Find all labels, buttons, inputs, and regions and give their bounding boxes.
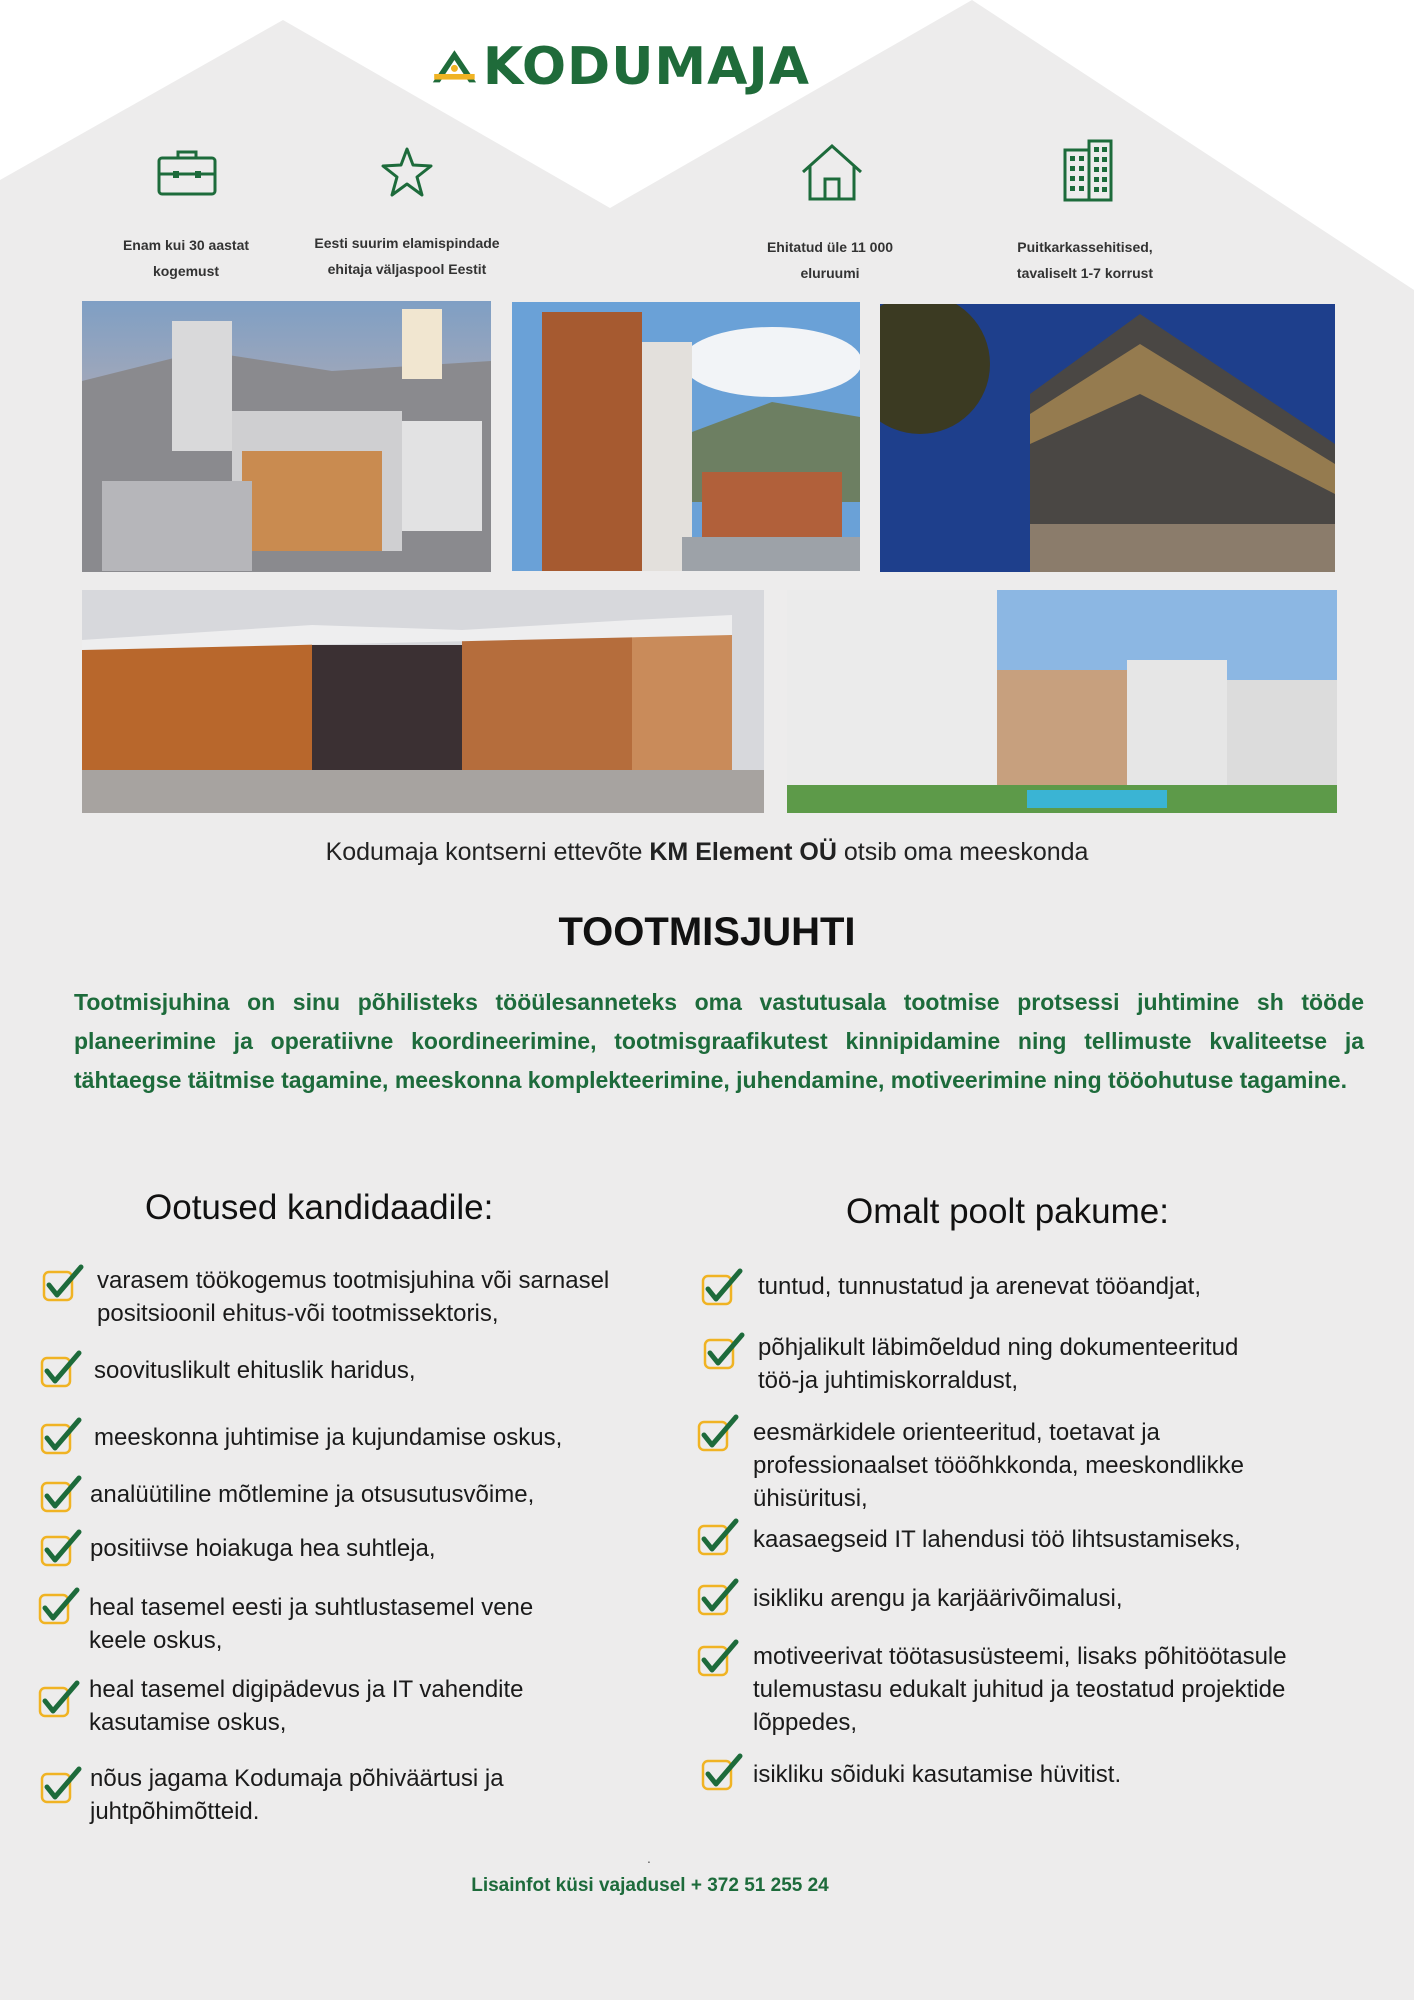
page-title: TOOTMISJUHTI bbox=[558, 910, 856, 954]
job-description: Tootmisjuhina on sinu põhilisteks tööülesanneteks oma vastutusala tootmise protsessi juhtimine sh tööde planeerimine ja operatiivne koordineerimine, tootmisgraafikutest kinnipidamine ning tellimuste kvaliteetse ja tähtaegse täitmise tagamine, meeskonna komplekteerimine, juhendamine, motiveerimine ning tööohutuse tagamine. bbox=[74, 989, 1364, 1093]
list-item-line: isikliku sõiduki kasutamise hüvitist. bbox=[753, 1761, 1122, 1788]
logo-house-icon bbox=[430, 39, 479, 95]
project-photo-4 bbox=[82, 590, 764, 813]
list-item-line: töö-ja juhtimiskorraldust, bbox=[758, 1367, 1019, 1394]
brand-name: KODUMAJA bbox=[482, 37, 810, 97]
list-item bbox=[90, 1478, 534, 1511]
feature-timber-frame bbox=[990, 234, 1180, 286]
company-name: KM Element OÜ bbox=[649, 838, 837, 866]
list-item bbox=[97, 1264, 609, 1330]
list-item-line: tulemustasu edukalt juhitud ja teostatud projektide bbox=[753, 1676, 1286, 1703]
list-item-line: heal tasemel digipädevus ja IT vahendite bbox=[89, 1676, 524, 1703]
list-item bbox=[89, 1591, 533, 1657]
feature-largest-builder bbox=[300, 230, 514, 282]
list-item-line: kaasaegseid IT lahendusi töö lihtsustamiseks, bbox=[753, 1526, 1241, 1553]
briefcase-icon bbox=[156, 148, 218, 198]
checkmark-icon bbox=[39, 1350, 83, 1390]
list-item bbox=[90, 1762, 504, 1828]
star-icon bbox=[380, 146, 434, 198]
list-item-line: isikliku arengu ja karjäärivõimalusi, bbox=[753, 1585, 1123, 1612]
contact-info: Lisainfot küsi vajadusel + 372 51 255 24 bbox=[471, 1875, 829, 1896]
footer-dot: . bbox=[647, 1850, 651, 1866]
intro-after: otsib oma meeskonda bbox=[836, 838, 1089, 866]
checkmark-icon bbox=[696, 1414, 740, 1454]
list-item-line: juhtpõhimõtteid. bbox=[90, 1798, 260, 1825]
left-heading: Ootused kandidaadile: bbox=[145, 1188, 494, 1227]
list-item-line: soovituslikult ehituslik haridus, bbox=[94, 1357, 416, 1384]
checkmark-icon bbox=[700, 1268, 744, 1308]
list-item bbox=[89, 1673, 524, 1739]
building-icon bbox=[1062, 138, 1114, 202]
list-item-line: põhjalikult läbimõeldud ning dokumenteeritud bbox=[758, 1334, 1239, 1361]
checkmark-icon bbox=[696, 1518, 740, 1558]
list-item-line: keele oskus, bbox=[89, 1627, 223, 1654]
checkmark-icon bbox=[37, 1587, 81, 1627]
list-item-line: motiveerivat töötasusüsteemi, lisaks põhitöötasule bbox=[753, 1643, 1287, 1670]
feature-dwellings-built bbox=[740, 234, 920, 286]
house-icon bbox=[800, 142, 864, 202]
checkmark-icon bbox=[39, 1475, 83, 1515]
checkmark-icon bbox=[696, 1578, 740, 1618]
intro-line bbox=[0, 838, 1414, 867]
project-photo-5 bbox=[787, 590, 1337, 813]
list-item-line: eesmärkidele orienteeritud, toetavat ja bbox=[753, 1419, 1160, 1446]
right-heading: Omalt poolt pakume: bbox=[846, 1192, 1169, 1231]
list-item-line: lõppedes, bbox=[753, 1709, 858, 1736]
list-item-line: meeskonna juhtimise ja kujundamise oskus, bbox=[94, 1424, 563, 1451]
feature-experience bbox=[96, 232, 276, 284]
list-item-line: ühisüritusi, bbox=[753, 1485, 868, 1512]
list-item-line: positiivse hoiakuga hea suhtleja, bbox=[90, 1535, 436, 1562]
list-item-line: heal tasemel eesti ja suhtlustasemel vene bbox=[89, 1594, 534, 1621]
checkmark-icon bbox=[700, 1753, 744, 1793]
feature-line: eluruumi bbox=[800, 265, 860, 281]
list-item bbox=[94, 1354, 415, 1387]
list-item bbox=[94, 1421, 562, 1454]
feature-line: Enam kui 30 aastat bbox=[122, 237, 250, 253]
list-item bbox=[758, 1270, 1201, 1303]
list-item bbox=[90, 1532, 436, 1565]
list-item bbox=[753, 1416, 1244, 1515]
list-item-line: positsioonil ehitus-või tootmissektoris, bbox=[97, 1300, 499, 1327]
list-item bbox=[753, 1758, 1121, 1791]
feature-line: Eesti suurim elamispindade bbox=[314, 235, 500, 251]
checkmark-icon bbox=[39, 1529, 83, 1569]
feature-line: tavaliselt 1-7 korrust bbox=[1016, 265, 1154, 281]
feature-line: ehitaja väljaspool Eestit bbox=[327, 261, 487, 277]
list-item-line: professionaalset tööõhkkonda, meeskondlikke bbox=[753, 1452, 1244, 1479]
feature-line: kogemust bbox=[152, 263, 220, 279]
kodumaja-logo bbox=[430, 36, 810, 98]
list-item bbox=[753, 1523, 1241, 1556]
checkmark-icon bbox=[41, 1264, 85, 1304]
list-item-line: analüütiline mõtlemine ja otsusutusvõime, bbox=[90, 1481, 535, 1508]
list-item-line: nõus jagama Kodumaja põhiväärtusi ja bbox=[90, 1765, 504, 1792]
list-item bbox=[753, 1640, 1287, 1739]
feature-line: Puitkarkassehitised, bbox=[1017, 239, 1153, 255]
list-item-line: tuntud, tunnustatud ja arenevat tööandjat, bbox=[758, 1273, 1202, 1300]
list-item-line: varasem töökogemus tootmisjuhina või sarnasel bbox=[97, 1267, 610, 1294]
checkmark-icon bbox=[702, 1332, 746, 1372]
checkmark-icon bbox=[39, 1766, 83, 1806]
list-item bbox=[753, 1582, 1122, 1615]
checkmark-icon bbox=[696, 1639, 740, 1679]
list-item bbox=[758, 1331, 1238, 1397]
list-item-line: kasutamise oskus, bbox=[89, 1709, 287, 1736]
checkmark-icon bbox=[39, 1417, 83, 1457]
project-photo-3 bbox=[880, 304, 1335, 572]
checkmark-icon bbox=[37, 1680, 81, 1720]
intro-before: Kodumaja kontserni ettevõte bbox=[325, 838, 650, 866]
feature-line: Ehitatud üle 11 000 bbox=[766, 239, 894, 255]
project-photo-2 bbox=[512, 302, 860, 571]
project-photo-1 bbox=[82, 301, 491, 572]
